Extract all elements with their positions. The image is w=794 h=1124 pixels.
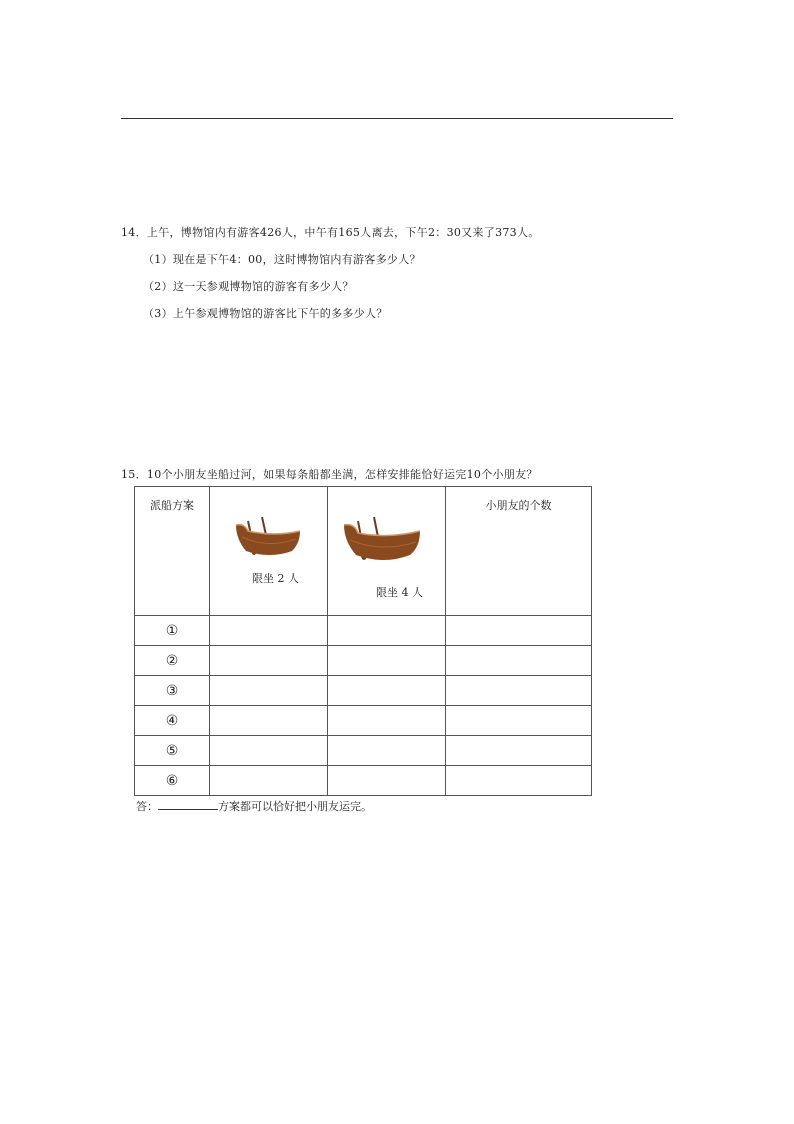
boat-small-caption: 限坐 2 人 [252,572,299,585]
cell-boat-small[interactable] [210,706,328,736]
cell-count[interactable] [446,736,592,766]
table-row [135,766,592,796]
cell-boat-small[interactable] [210,766,328,796]
cell-boat-large[interactable] [328,676,446,706]
cell-count[interactable] [446,646,592,676]
row-index: ① [135,616,210,646]
cell-boat-small[interactable] [210,646,328,676]
question-14-stem: 14．上午，博物馆内有游客426人，中午有165人离去，下午2：30又来了373人。 [121,226,540,239]
header-boat-large [328,487,446,616]
canoe-icon [342,513,424,565]
question-14-part-3: （3）上午参观博物馆的游客比下午的多多少人？ [143,307,388,320]
header-count: 小朋友的个数 [446,487,592,616]
answer-blank[interactable] [158,799,218,810]
canoe-icon [234,513,304,559]
cell-boat-large[interactable] [328,766,446,796]
cell-count[interactable] [446,766,592,796]
boat-plan-table [134,486,592,796]
cell-count[interactable] [446,706,592,736]
cell-boat-large[interactable] [328,646,446,676]
cell-count[interactable] [446,676,592,706]
table-row [135,706,592,736]
cell-boat-small[interactable] [210,676,328,706]
table-row [135,616,592,646]
table-row [135,646,592,676]
question-15-stem: 15．10个小朋友坐船过河，如果每条船都坐满，怎样安排能恰好运完10个小朋友？ [121,468,538,481]
answer-prefix: 答： [136,800,158,813]
cell-boat-small[interactable] [210,736,328,766]
question-14-part-2: （2）这一天参观博物馆的游客有多少人？ [143,280,354,293]
row-index: ② [135,646,210,676]
cell-boat-large[interactable] [328,736,446,766]
cell-boat-large[interactable] [328,616,446,646]
header-plan: 派船方案 [135,487,210,616]
answer-line [136,798,372,814]
header-rule [121,118,673,119]
cell-count[interactable] [446,616,592,646]
row-index: ⑤ [135,736,210,766]
boat-large-caption: 限坐 4 人 [376,586,423,599]
row-index: ⑥ [135,766,210,796]
question-14-part-1: （1）现在是下午4：00，这时博物馆内有游客多少人？ [143,253,421,266]
table-header-row [135,487,592,616]
answer-suffix: 方案都可以恰好把小朋友运完。 [218,800,372,813]
row-index: ③ [135,676,210,706]
row-index: ④ [135,706,210,736]
header-boat-small [210,487,328,616]
cell-boat-large[interactable] [328,706,446,736]
table-row [135,676,592,706]
cell-boat-small[interactable] [210,616,328,646]
table-row [135,736,592,766]
